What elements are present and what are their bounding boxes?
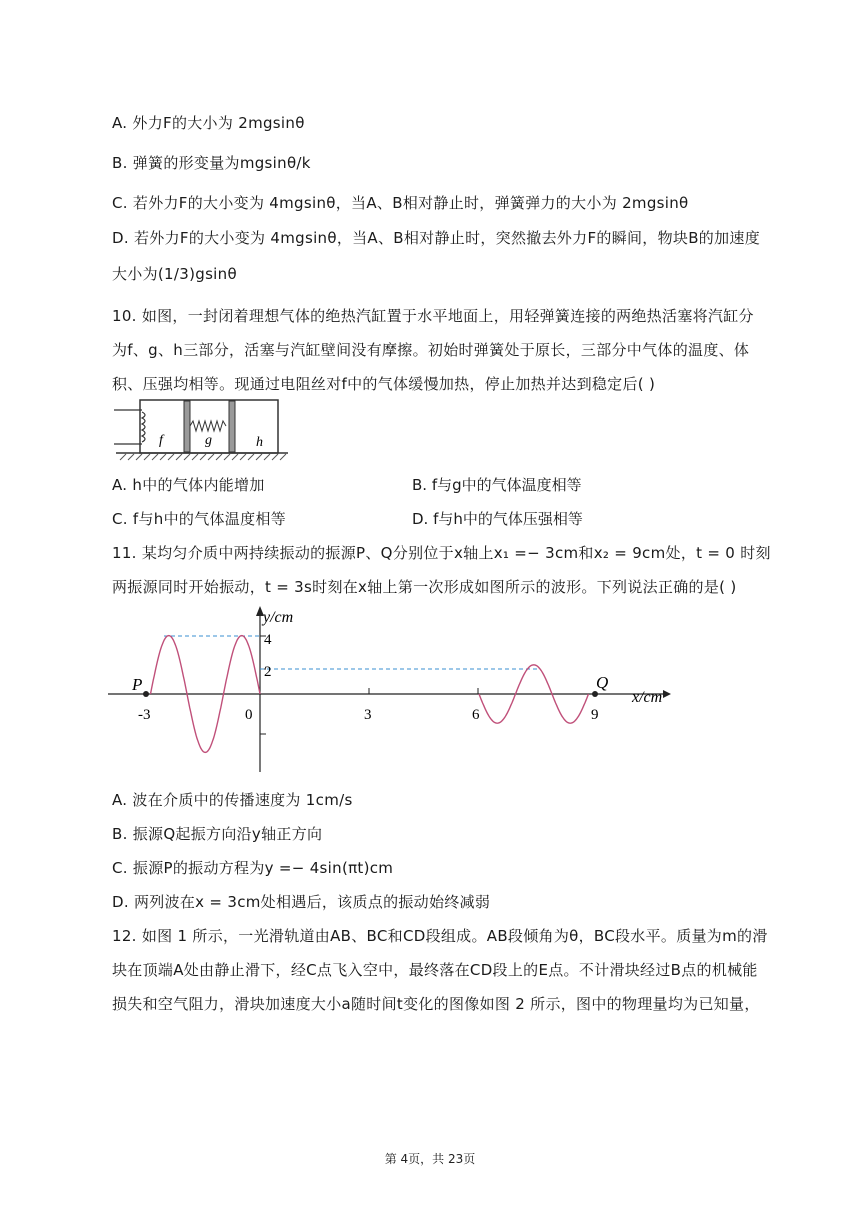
q11-option-c: C. 振源P的振动方程为y =− 4sin(πt)cm	[112, 859, 394, 877]
x-tick-3: 3	[364, 707, 372, 723]
source-p-dot	[143, 691, 149, 697]
q9-option-d-line2: 大小为(1/3)gsinθ	[112, 265, 237, 283]
q10-option-a: A. h中的气体内能增加	[112, 476, 265, 494]
q9-option-d-line1: D. 若外力F的大小变为 4mgsinθ，当A、B相对静止时，突然撤去外力F的瞬间，物块B的加速度	[112, 229, 760, 247]
q10-stem-line1: 10. 如图，一封闭着理想气体的绝热汽缸置于水平地面上，用轻弹簧连接的两绝热活塞将汽缸分	[112, 307, 754, 325]
q12-stem-line1: 12. 如图 1 所示，一光滑轨道由AB、BC和CD段组成。AB段倾角为θ，BC段水平。质量为m的滑	[112, 927, 768, 945]
q9-option-a: A. 外力F的大小为 2mgsinθ	[112, 114, 305, 132]
q10-option-d: D. f与h中的气体压强相等	[412, 510, 583, 528]
q12-stem-line2: 块在顶端A处由静止滑下，经C点飞入空中，最终落在CD段上的E点。不计滑块经过B点的机械能	[112, 961, 758, 979]
y-tick-4: 4	[264, 632, 272, 648]
y-tick-2: 2	[264, 664, 272, 680]
q12-stem-line3: 损失和空气阻力，滑块加速度大小a随时间t变化的图像如图 2 所示，图中的物理量均为已知量，	[112, 995, 760, 1013]
q11-stem-line2: 两振源同时开始振动，t = 3s时刻在x轴上第一次形成如图所示的波形。下列说法正确的是( )	[112, 578, 737, 596]
wave-graph	[108, 604, 673, 776]
point-q-label: Q	[596, 673, 609, 692]
q11-option-b: B. 振源Q起振方向沿y轴正方向	[112, 825, 323, 843]
page-footer: 第 4页，共 23页	[384, 1152, 476, 1166]
label-f: f	[159, 433, 163, 448]
q11-option-d: D. 两列波在x = 3cm处相遇后，该质点的振动始终减弱	[112, 893, 491, 911]
q9-option-b: B. 弹簧的形变量为mgsinθ/k	[112, 154, 311, 172]
q10-option-c: C. f与h中的气体温度相等	[112, 510, 286, 528]
q10-stem-line3: 积、压强均相等。现通过电阻丝对f中的气体缓慢加热，停止加热并达到稳定后( )	[112, 375, 656, 393]
q11-stem-line1: 11. 某均匀介质中两持续振动的振源P、Q分别位于x轴上x₁ =− 3cm和x₂ = 9cm处，t = 0 时刻	[112, 544, 771, 562]
label-h: h	[256, 435, 263, 450]
x-axis-label: x/cm	[632, 689, 663, 706]
x-tick-6: 6	[472, 707, 480, 723]
q9-option-c: C. 若外力F的大小变为 4mgsinθ，当A、B相对静止时，弹簧弹力的大小为 2mgsinθ	[112, 194, 689, 212]
x-tick--3: -3	[138, 707, 151, 723]
q10-stem-line2: 为f、g、h三部分，活塞与汽缸壁间没有摩擦。初始时弹簧处于原长，三部分中气体的温度、体	[112, 341, 750, 359]
cylinder-figure	[112, 398, 292, 464]
x-tick-9: 9	[591, 707, 599, 723]
point-p-label: P	[132, 675, 143, 694]
q11-option-a: A. 波在介质中的传播速度为 1cm/s	[112, 791, 353, 809]
label-g: g	[205, 433, 212, 448]
q10-option-b: B. f与g中的气体温度相等	[412, 476, 582, 494]
y-axis-label: y/cm	[263, 609, 294, 626]
x-tick-0: 0	[245, 707, 253, 723]
